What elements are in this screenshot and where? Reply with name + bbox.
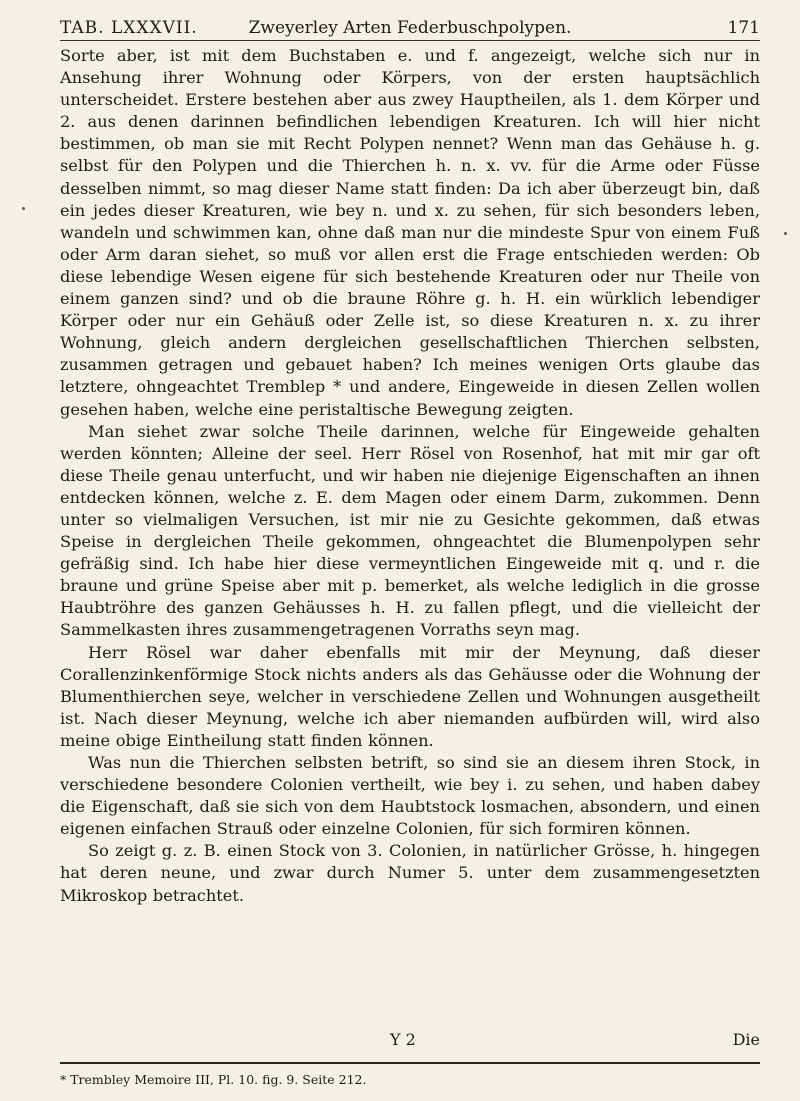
margin-speck [784, 232, 787, 235]
footnote: * Trembley Memoire III, Pl. 10. fig. 9. Seite 212. [60, 1072, 367, 1087]
running-title: Zweyerley Arten Federbuschpolypen. [248, 18, 572, 38]
page-number: 171 [727, 18, 760, 38]
paragraph-2: Man siehet zwar solche Theile darinnen, welche für Eingeweide gehalten werden könnten; Alleine der seel. Herr Rösel von Rosenhof, hat mit mir gar oft diese Theile genau unterfucht, und wir haben nie diejenige Eigenschaften an ihnen entdecken können, welche z. E. dem Magen oder einem Darm, zukommen. Denn unter so vielmaligen Versuchen, ist mir nie zu Gesichte gekommen, daß etwas Speise in dergleichen Theile gekommen, ohngeachtet die Blumenpolypen sehr gefräßig sind. Ich habe hier diese vermeyntlichen Eingeweide mit q. und r. die braune und grüne Speise aber mit p. bemerket, als welche lediglich in die grosse Haubtröhre des ganzen Gehäusses h. H. zu fallen pflegt, und die vielleicht der Sammelkasten ihres zusammengetragenen Vorraths seyn mag. [60, 421, 760, 640]
catchword: Die [732, 1030, 760, 1049]
paragraph-5: So zeigt g. z. B. einen Stock von 3. Colonien, in natürlicher Grösse, h. hingegen hat deren neune, und zwar durch Numer 5. unter dem zusammengesetzten Mikroskop betrachtet. [60, 841, 760, 905]
header-rule [60, 40, 760, 41]
footnote-rule [60, 1062, 760, 1064]
paragraph-3: Herr Rösel war daher ebenfalls mit mir der Meynung, daß dieser Corallenzinkenförmige Stock nichts anders als das Gehäusse oder die Wohnung der Blumenthierchen seye, welcher in verschiedene Zellen und Wohnungen ausgetheilt ist. Nach dieser Meynung, welche ich aber niemanden aufbürden will, wird also meine obige Eintheilung statt finden können. [60, 642, 760, 750]
paragraph-1: Sorte aber, ist mit dem Buchstaben e. und f. angezeigt, welche sich nur in Ansehung ihrer Wohnung oder Körpers, von der ersten hauptsächlich unterscheidet. Erstere bestehen aber aus zwey Hauptheilen, als 1. dem Körper und 2. aus denen darinnen befindlichen lebendigen Kreaturen. Ich will hier nicht bestimmen, ob man sie mit Recht Polypen nennet? Wenn man das Gehäuse h. g. selbst für den Polypen und die Thierchen h. n. x. vv. für die Arme oder Füsse desselben nimmt, so mag dieser Name statt finden: Da ich aber überzeugt bin, daß ein jedes dieser Kreaturen, wie bey n. und x. zu sehen, für sich besonders leben, wandeln und schwimmen kan, ohne daß man nur die mindeste Spur von einem Fuß oder Arm daran siehet, so muß vor allen erst die Frage entschieden werden: Ob diese lebendige Wesen eigene für sich bestehende Kreaturen oder nur Theile von einem ganzen sind? und ob die braune Röhre g. h. H. ein würklich lebendiger Körper oder nur ein Gehäuß oder Zelle ist, so diese Kreaturen n. x. zu ihrer Wohnung, gleich andern dergleichen gesellschaftlichen Thierchen selbsten, zusammen getragen und gebauet haben? Ich meines wenigen Orts glaube das letztere, ohngeachtet Tremblep * und andere, Eingeweide in diesen Zellen wollen gesehen haben, welche eine peristaltische Bewegung zeigten. [60, 46, 760, 419]
running-header [60, 10, 760, 40]
paragraph-4: Was nun die Thierchen selbsten betrift, so sind sie an diesem ihren Stock, in verschiedene besondere Colonien vertheilt, wie bey i. zu sehen, und haben dabey die Eigenschaft, daß sie sich von dem Haubtstock losmachen, absondern, und einen eigenen einfachen Strauß oder einzelne Colonien, für sich formiren können. [60, 753, 760, 839]
margin-speck [22, 207, 25, 210]
body-text [60, 45, 760, 907]
plate-number: TAB. LXXXVII. [60, 18, 198, 38]
page-footer [60, 1030, 760, 1056]
signature-mark: Y 2 [390, 1030, 416, 1049]
